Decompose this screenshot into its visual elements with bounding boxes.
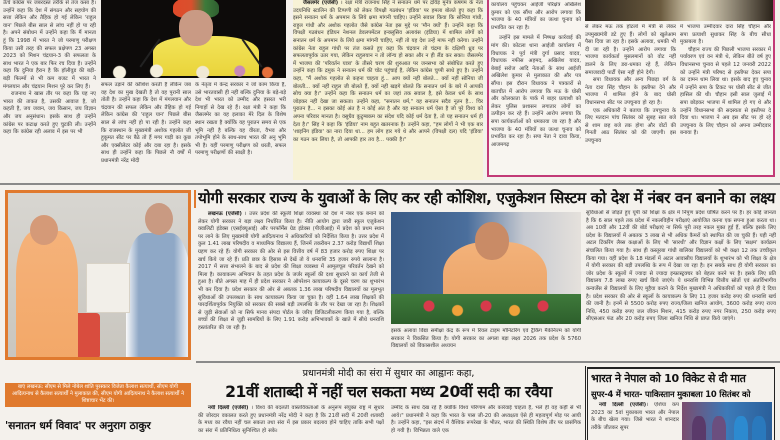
flower-garland-decoration bbox=[391, 294, 581, 324]
un-reform-col1: नयी दिल्ली (एजेंसी) । विश्व की बदलती वास्तविकताओं के अनुरूप संयुक्त राष्ट्र में सुधार की जोरदार वकालत करते हुए प्रधानमंत्री नरेंद्र मोदी ने कहा है कि 21वीं सदी में 20वीं शताब्दी के मध्य का रवैया नहीं चल सकता तथा संरा में इस प्रकार बदलाव होने चाहिए ताकि सभी पक्षों का संरा में प्रतिनिधित्व सुनिश्चित हो सके। bbox=[198, 405, 384, 434]
sanatan-article-body: जैसलमेर (एजेंसी) । रक्षा मंत्री राजनाथ सिंह ने सनातन धर्म पर द्रविड़ मुनेत्र कषगम के नेता उदयनिधि स्टालिन की टिप्पणी को लेकर विपक्षी गठबंधन 'इंडिया' पर हमला बोलते हुए कहा कि इसने सनातन धर्म के अपमान के लिये क्षमा मांगनी चाहिए। उन्होंने सवाल किया कि सोनिया गांधी, राहुल गांधी और अशोक गहलोत जैसे कांग्रेस नेता इस मुद्दे पर 'मौन क्यों' हैं। उन्होंने कहा कि विपक्षी गठबंधन इंडियन नेशनल डेवलपमेंटल इन्क्लूसिव अलायंस (इंडिया) में शामिल लोगों को सनातन धर्म के अपमान के लिये क्षमा मांगनी चाहिए, नहीं तो यह देश उन्हें माफ नहीं करेगा। उन्होंने कांग्रेस नेता राहुल गांधी पर तंज कसते हुए कहा कि चंद्रयान तो चंद्रमा के दक्षिणी ध्रुव पर सफलतापूर्वक उतर गया, लेकिन राहुलयान न तो लॉन्च हो सका और न ही लैंड कर सका। जैसलमेर में भाजपा की 'परिवर्तन यात्रा' के तीसरे चरण की शुरुआत पर जनसभा को संबोधित करते हुए उन्होंने कहा कि द्रमुक ने सनातन धर्म की चोट पहुंचाई है, लेकिन कांग्रेस चुप्पी साधे हुए है। उन्होंने कहा, "मैं अशोक गहलोत से कहना चाहता हूं... आप क्यों नहीं बोलते... क्यों नहीं सोनिया जी बोलती... क्यों नहीं राहुल जी बोलते हैं, क्यों नहीं खड़गे बोलते कि सनातन धर्म के बारे में आपकी सोच क्या है।" उन्होंने कहा कि सनातन धर्म का जहां तक सवाल है, इसे केवल धर्म के साथ जोड़कर नहीं देखा जा सकता। उन्होंने कहा, "सनातन धर्म," यह सनातन सदैव नूतन है... चिर पुरातन है... न इसका कोई अंत है न कोई अंत है और यह सनातन धर्म ऐसा है जो पूरे विश्व को अपना परिवार मानता है। वसुधैव कुटुम्बकम का संदेश यदि कोई धर्म देता है, तो यह सनातन धर्म ही देता है।" सिंह ने कहा कि 'इंडिया' नाम बहुत खतरनाक है। उन्होंने कहा, "हम लोगों ने भी एक बार 'शाइनिंग इंडिया' का नारा दिया था... हम लोग हार गये थे और आपने (विपक्षी दल) यदि 'इंडिया' का गठन कर लिया है, तो आपकी हार तय है... पक्की है।" bbox=[293, 0, 483, 180]
player-figure bbox=[712, 416, 726, 440]
face-shape bbox=[179, 10, 213, 46]
head-shape bbox=[145, 203, 173, 235]
education-article-col3: सुविधाओं से जोड़ते हुए यूपी को शिक्षा के क्षेत्र में निपुण प्रदेश घोषित करने पर है। हर कोई जानता है कि 6 साल पहले तक प्रदेश में नकलविहीन परीक्षाएं आयोजित करना एक सपना हुआ करता था। अब 10वीं और 12वीं की बोर्ड परीक्षाएं ना सिर्फ पूरी तरह नकल मुक्त हुई हैं, बल्कि इसके लिए प्रदेश के विद्यालयों में अबतक 3 लाख से भी अधिक कैमरों को स्थापित की जा चुकी हैं। यही नहीं अटल टिंकरिंग लैब्स कक्षाओं के लिए भी 'सारथी' और विज्ञान कक्षों के लिए 'सक्षम' कार्यक्रम संचालित किया गया है। साथ ही कस्तूरबा गांधी बालिका विद्यालयों को भी कक्षा 12 तक उच्चीकृत किया गया। वहीं प्रदेश के 18 मंडलों में अटल आवासीय विद्यालयों के शुभारंभ को भी शिक्षा के क्षेत्र में योगी सरकार की बड़ी उपलब्धि के रूप में देखा जा रहा है। इन सबके साथ ही योगी सरकार का जोर प्रदेश के स्कूलों में ज्यादा से ज्यादा इन्फ्रास्ट्रक्चर को बेहतर करने पर है। इसके लिए प्रति विद्यालय 7.8 लाख रुपए खर्च किये जाएंगे। ये धनराशि विभिन्न वित्तीय स्रोतों एवं अंतर्विभागीय कन्वर्जेंस से विद्यालयों के लिए मुहैया कराने के निर्देश मुख्यमंत्री ने अधिकारियों को पहले ही दे दिया है। प्रदेश सरकार की ओर से स्कूलों के कायाकल्प के लिए 11 हजार करोड़ रुपए की धनराशि खर्च की जानी है। इनमें से 5500 करोड़ रुपए राज्य/जिला खनिज आयोग, 3600 करोड़ रुपए राज्य निधि, 450 करोड़ रुपए जल जीवन मिशन, 415 करोड़ रुपए नगर निकाय, 250 करोड़ रुपए सीएसआर फंड और 20 करोड़ रुपए जिला खनिज निधि से प्राप्त किये जाएंगे। bbox=[586, 210, 776, 323]
cricket-headline: भारत ने नेपाल को 10 विकेट से दी मात bbox=[591, 372, 746, 385]
photo-caption: बाएं लखनऊ: सीएम से मिले नोबेल शांति पुरस्कार विजेता कैलाश सत्यार्थी, सीएम योगी आदित्यनाथ से कैलाश सत्यार्थी ने मुलाकात की, सीएम योगी आदित्यनाथ ने कैलाश सत्यार्थी ने शिष्टाचार भेंट की। bbox=[5, 383, 191, 407]
player-figure bbox=[734, 416, 748, 440]
education-headline: योगी सरकार राज्य के युवाओं के लिए कर रही कोशिश, एजुकेशन सिस्टम को देश में नंबर वन बनाने का लक्ष्य bbox=[198, 189, 776, 207]
flowers-decoration bbox=[101, 64, 286, 78]
yogi-adityanath-figure bbox=[16, 231, 78, 360]
kailash-satyarthi-figure bbox=[126, 233, 190, 360]
player-figure bbox=[752, 416, 766, 440]
right-box-col2: से लेकर मऊ तक होटलों में मंत्री से लेकर उपमुख्यमंत्री डटे हुए हैं। लोगों को खुलेआम पैसा दिया जा रहा है। इसके अलावा, धमकी भी दी जा रही है। उन्होंने आरोप लगाया कि भाजपा कार्यकर्ता मुसलमानों को वोट नहीं डालने के लिए डरा-धमका रहे हैं, लेकिन समाजवादी पार्टी ऐसा नहीं होने देगी। सपा विधायक और अन्य पिछड़ा वर्ग के नेता दारा सिंह चौहान के इस्तीफा देने और भाजपा में शामिल होने के बाद घोसी विधानसभा सीट पर उपचुनाव हो रहा है। एक अधिकारी ने बताया कि उपचुनाव के लिए मतदान पांच सितंबर को सुबह सात बजे से शाम छह बजे तक होगा और वोटों की गिनती आठ सितंबर को की जाएगी। इस उपचुनाव bbox=[585, 24, 676, 144]
right-box-col3: में भाजपा उम्मीदवार दारा सिंह चौहान और सपा प्रत्याशी सुधाकर सिंह के बीच सीधा मुकाबला है। चौहान राज्य की पिछली भाजपा सरकार में पर्यावरण एवं वन मंत्री थे, लेकिन बीते वर्ष हुए विधानसभा चुनाव से पहले 12 जनवरी 2022 को उन्होंने मंत्री परिषद से इस्तीफा देकर सपा का दामन थाम लिया था। इसके बाद हुए चुनाव में उन्होंने सपा के टिकट पर घोसी सीट से जीत हासिल की थी। चौहान इसी साल जुलाई में सपा छोड़कर भाजपा में शामिल हो गए थे और उन्होंने विधानसभा की सदस्यता से इस्तीफा दे दिया था। भाजपा ने अब इस सीट पर हो रहे उपचुनाव के लिए चौहान को अपना उम्मीदवार बनाया है। bbox=[680, 24, 771, 137]
un-reform-headline: 21वीं शताब्दी में नहीं चल सकता मध्य 20वीं सदी का रवैया bbox=[225, 383, 552, 401]
section-divider-middle bbox=[196, 361, 780, 363]
head-shape bbox=[475, 222, 509, 260]
yogi-kailash-satyarthi-photo bbox=[5, 190, 191, 360]
under-photo-column-2: के नेतृत्व में केन्द्र सरकार ने जो काम किया है, उसे भारतवासी ही नहीं बल्कि दुनिया के बड़े-बड़े देश भी भारत को उम्मीद और हसरत भरी निगाहों से देख रहे हैं। रक्षा मंत्री ने कहा कि जैसलमेर का यह इलाका मेरे दिल के विशेष स्थान रखता है क्योंकि यह पुरातन समय से एक भूमि नहीं है बल्कि यह वीरता, वैभव और तपोभूमि होने के साथ-साथ भारत की अनु भूमि भी है। यहीं परमाणु परीक्षण को धरती, सफल परमाणु परीक्षणों की साक्षी है। bbox=[195, 82, 286, 157]
un-reform-kicker: प्रधानमंत्री मोदी का संरा में सुधार का आह्वानः कहा, bbox=[302, 368, 475, 379]
section-divider-top bbox=[0, 183, 780, 185]
under-photo-column-1: सफल उड़ाने की कोशिश करती है लेकिन जब वह देश का मुख देखती है तो वह पुरानी साल तोती है। उन्होंने कहा कि देश में मंगलयान और चंद्रयान की सफल लेकिन और तैहिक हो गई लेकिन कांग्रेस की 'राहुल यान' पिछले बीस साल से लांच नहीं हो पा रही है। उन्होंने कहा कि राजस्थान के मुख्यमंत्री अशोक गहलोत जी हुकूमत सीट पर बैठे तो हैं मगर गाड़ी का कुछ और एक्सीलेटर कोई और दबा रहा है। इसके साथ ही उन्होंने कहा कि पिछले नौ वर्षों में प्रधानमंत्री नरेंद्र मोदी bbox=[101, 82, 191, 164]
headline-accent-bar bbox=[194, 190, 196, 208]
anurag-thakur-headline: 'सनातन धर्म विवाद' पर अनुराग ठाकुर bbox=[5, 420, 151, 432]
cricket-subheadline: सुपर-4 में भारत- पाकिस्तान मुकाबला 10 सितंबर को bbox=[591, 389, 751, 399]
candidate-photo bbox=[585, 0, 773, 21]
gift-book-shape bbox=[86, 263, 130, 313]
right-news-box bbox=[487, 0, 775, 177]
top-left-column-text: ऊँचे कांग्रेस पर जबरदस्त तरीके से तंज कसा है। उन्होंने कहा कि देश में संगठन और सहयोग की सत्ता लेकिन और तैहिक हो गई लेकिन 'राहुल यान' पिछले बीस साल से लांच नहीं हो पा रही है। अपने संबोधन में उन्होंने कहा कि मैं मानता हूं कि 1998 में भारत ने जो परमाणु परीक्षण किया उसी तरह की सफल प्रक्षेपण 23 अगस्त 2023 को मिशन चंद्रयान-3 की सफलता के साथ भारत ने एक बार फिर रच दिया है। उन्होंने कहा कि दुनिया हैरान है कि हॉलीवुड की बड़ी-बड़ी फिल्मों से भी कम बजट में भारत ने मंगलयान और चंद्रयान मिशन पूरे कर लिए हैं। राजनाथ ने खास तौर पर कहा कि यह नए भारत की ताकत है, उसकी आवाज है, जो कहती है, जय जवान, जय किसान, जय विज्ञान और जय अनुसंधान। इसके साथ ही उन्होंने कांग्रेस पर कटाक्ष करते हुए चुटकी ली। उन्होंने कहा कि कांग्रेस रही अलाव में इस पर भी bbox=[3, 0, 96, 136]
education-article-col1: लखनऊ (एजेंसी) । उत्तर प्रदेश की स्कूली शिक्षा व्यवस्था को देश में नंबर एक बनाने को लेकर योगी सरकार ने बड़ा लक्ष्य निर्धारित किया है। नीति आयोग द्वारा जारी स्कूल एजुकेशन क्वालिटी इंडेक्स (एसईक्यूआई) और परफॉर्मेंस ग्रेड इंडेक्स (पीजीआई) में प्रदेश को प्रथम स्थान पर लाने के लिए मुख्यमंत्री योगी आदित्यनाथ ने अधिकारियों को निर्देशित किया है। उत्तर प्रदेश में कुल 1.41 लाख परिषदीय व माध्यमिक विद्यालय हैं, जिनमें तकरीबन 2.37 करोड़ विद्यार्थी शिक्षा ग्रहण कर रहे हैं। योगी सरकार की ओर से इस वित्तीय वर्ष में 83 हजार करोड़ रुपए शिक्षा पर खर्च किये जा रहे हैं। प्रति छात्र के हिसाब से देखें तो ये धनराशि 35 हजार रुपये सालाना है। 2017 में सत्ता संभालने के बाद से प्रदेश की शिक्षा व्यवस्था में आमूलचूल परिवर्तन देखने को मिला है। कायाकल्प अभियान के तहत प्रदेश के जर्जर स्कूलों की दशा सुधारने का कार्य तेजी से हुआ है। बीते अगस्त माह में ही प्रदेश सरकार ने ऑपरेशन कायाकल्प के दूसरे चरण का शुभारंभ भी कर दिया है। प्रदेश सरकार की ओर से अबतक 1.36 लाख परिषदीय विद्यालयों का मूलभूत सुविधाओं की उपलब्धता के साथ कायाकल्प किया जा चुका है। वहीं 1.64 लाख शिक्षकों की पारदर्शितापूर्वक नियुक्ति को सरकार की सबसे बड़ी उपलब्धि के तौर पर देखा जा रहा है। शिक्षकों से जुड़ी सेवाओं को ना सिर्फ मानव संपदा पोर्टल के जरिए डिजिटलीकरण किया गया है, बल्कि बच्चों की शिक्षा से जुड़ी सामग्रियों के लिए 1.91 करोड़ अभिभावकों के खाते में सीधे धनराशि हस्तांतरित की जा रही है। bbox=[198, 211, 384, 331]
cricket-article-text: नयी दिल्ली (एजेंसी)। एशिया कप 2023 का 5वां मुकाबला भारत और नेपाल के बीच खेला गया। जिसे भारत ने शानदार तरीके जीतकर सुपर bbox=[591, 402, 679, 431]
sports-news-box bbox=[587, 367, 775, 440]
column-rule bbox=[585, 366, 586, 440]
rajnath-singh-photo bbox=[101, 0, 286, 78]
un-reform-col2: उम्मीद के साथ देख रहे हैं क्योंकि विश्व परिणाम और कार्रवाई चाहता है, भले ही वह कहीं से भी आये।" प्रधानमंत्री ने कहा कि भारत के पास जी-20 की अध्यक्षता ऐसे ही महत्वपूर्ण मोड़ पर आयी है। उन्होंने कहा, "इस संदर्भ में वैश्विक रूपरेखा के भीतर, भारत की स्थिति विशेष तौर पर प्रासंगिक हो गयी है। विभिन्नता वाले एक bbox=[391, 405, 581, 434]
head-shape bbox=[30, 215, 58, 245]
right-box-col1: कार्यालय पहुंचकर आईजी परिक्षेत्र अखिलेश कुमार को एक सौंपा और आरोप लगाया कि भाजपा के 40 मंत्रियों का जत्था चुनाव को प्रभावित कर रहा है। उन्होंने इस मामले में निष्पक्ष कार्रवाई की मांग की। कोटला थाना आईजी कार्यालय में विधायक ने पूर्व मंत्री दुर्गा प्रसाद यादव, विधायक नफीस अहमद, अखिलेश यादव, बेबाई सरोज आदि नेताओं के साथ आईजी अखिलेश कुमार से मुलाकात की और पत्र सौंपा। इस दौरान विधायक ने पत्रकारों से बातचीत में आरोप लगाया कि मऊ के घोसी और कोलकाता के पार्क में बाहर प्रत्याशी को लेकर पुलिस प्रशासन लगातार लोगों का उत्पीड़न कर रहे हैं। उन्होंने आरोप लगाया कि सपा कार्यकर्ताओं को धमकाया जा रहा है और भाजपा के 40 मंत्रियों का जत्था चुनाव को प्रभावित कर रहा है। सपा नेता ने दावा किया, आजमगढ़ bbox=[491, 2, 581, 148]
yogi-speech-photo bbox=[391, 212, 581, 324]
player-figure bbox=[692, 416, 706, 440]
under-speech-photo-text: इसके अलावा विद्या समीक्षा केंद्र के रूप में रियल टाइम मॉनिटरिंग एवं ट्रैकिंग मैकेनिज्म को योगी सरकार ने विकसित किया है। योगी सरकार का अगला बड़ा लक्ष्य 2026 तक प्रदेश के 5760 विद्यालयों को विकासशील अध्ययन bbox=[391, 328, 581, 350]
cricket-team-photo bbox=[682, 402, 772, 440]
